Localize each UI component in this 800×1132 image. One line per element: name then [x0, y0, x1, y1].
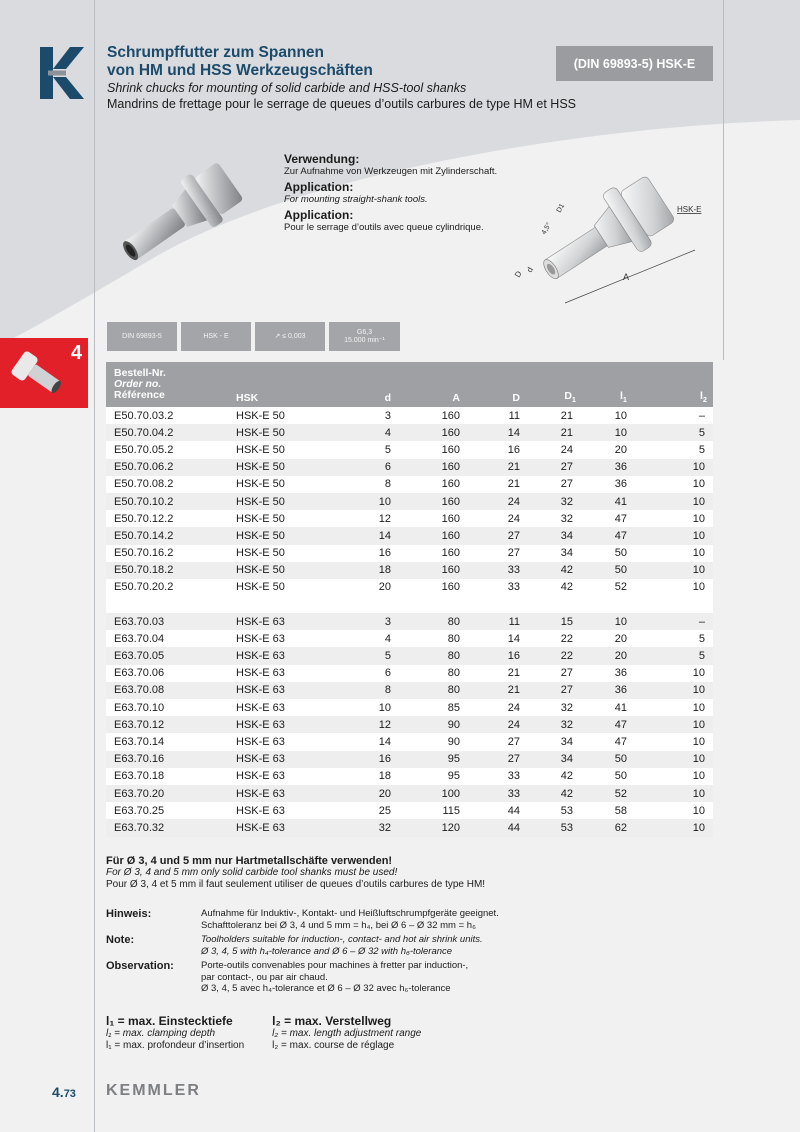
- cell-d1: 42: [560, 770, 573, 783]
- cell-l2: 10: [692, 495, 705, 508]
- legend-l2: l₂ = max. Verstellweg l₂ = max. length adjustment range l₂ = max. course de réglage: [272, 1014, 422, 1051]
- cell-d1: 42: [560, 787, 573, 800]
- header-l1: $l_1$: [619, 389, 627, 404]
- cell-a: 80: [447, 667, 460, 680]
- cell-l1: 62: [614, 821, 627, 834]
- cell-hsk: HSK-E 63: [236, 787, 285, 800]
- cell-l1: 41: [614, 701, 627, 714]
- cell-a: 100: [441, 787, 460, 800]
- header-hsk: HSK: [236, 392, 259, 404]
- header-order-no: Bestell-Nr. Order no. Référence: [114, 367, 166, 401]
- cell-d: 25: [378, 804, 391, 817]
- cell-hsk: HSK-E 63: [236, 735, 285, 748]
- cell-hsk: HSK-E 50: [236, 581, 285, 594]
- table-row: [106, 562, 713, 579]
- header-D1: $D_1$: [564, 389, 576, 404]
- cell-l2: 5: [698, 650, 705, 663]
- cell-d1: 34: [560, 753, 573, 766]
- notes-section: [106, 908, 556, 998]
- cell-a: 80: [447, 615, 460, 628]
- svg-text:HSK-E: HSK-E: [677, 205, 702, 214]
- cell-d: 27: [507, 753, 520, 766]
- cell-a: 160: [441, 529, 460, 542]
- note-en: Note: Toolholders suitable for induction-, contact- and hot air shrink units. Ø 3, 4, 5 with h₄-tolerance and Ø 6 – Ø 32 with h₆-tolerance: [106, 934, 483, 957]
- cell-d1: 53: [560, 821, 573, 834]
- cell-d1: 22: [560, 632, 573, 645]
- cell-l1: 36: [614, 684, 627, 697]
- cell-d1: 34: [560, 529, 573, 542]
- table-row: [106, 579, 713, 596]
- cell-d: 14: [378, 529, 391, 542]
- cell-l1: 20: [614, 650, 627, 663]
- cell-d: 3: [384, 615, 391, 628]
- right-divider: [723, 0, 724, 360]
- header-D: D: [512, 392, 520, 404]
- cell-d: 5: [384, 650, 391, 663]
- cell-l2: 10: [692, 564, 705, 577]
- cell-hsk: HSK-E 63: [236, 684, 285, 697]
- cell-l1: 10: [614, 615, 627, 628]
- cell-hsk: HSK-E 50: [236, 529, 285, 542]
- cell-a: 80: [447, 632, 460, 645]
- cell-d: 12: [378, 718, 391, 731]
- cell-l2: 10: [692, 821, 705, 834]
- cell-order: E50.70.16.2: [114, 547, 174, 560]
- cell-d: 3: [384, 409, 391, 422]
- cell-d: 6: [384, 461, 391, 474]
- cell-l2: 10: [692, 512, 705, 525]
- header-A: A: [452, 392, 460, 404]
- group-separator: [106, 596, 713, 613]
- cell-d: 27: [507, 547, 520, 560]
- cell-a: 160: [441, 461, 460, 474]
- table-row: [106, 785, 713, 802]
- cell-a: 160: [441, 495, 460, 508]
- cell-order: E50.70.03.2: [114, 409, 174, 422]
- table-row: [106, 819, 713, 836]
- cell-order: E63.70.18: [114, 770, 165, 783]
- cell-d: 21: [507, 667, 520, 680]
- cell-a: 160: [441, 547, 460, 560]
- table-row: [106, 665, 713, 682]
- cell-d: 33: [507, 770, 520, 783]
- cell-d: 8: [384, 478, 391, 491]
- cell-l1: 36: [614, 478, 627, 491]
- cell-d: 10: [378, 701, 391, 714]
- cell-d: 33: [507, 564, 520, 577]
- cell-d1: 15: [560, 615, 573, 628]
- cell-d1: 34: [560, 547, 573, 560]
- table-row: [106, 751, 713, 768]
- cell-hsk: HSK-E 63: [236, 770, 285, 783]
- cell-l1: 50: [614, 770, 627, 783]
- cell-d: 16: [507, 443, 520, 456]
- cell-hsk: HSK-E 63: [236, 804, 285, 817]
- cell-d: 24: [507, 718, 520, 731]
- cell-d: 32: [378, 821, 391, 834]
- cell-hsk: HSK-E 50: [236, 426, 285, 439]
- note-fr: Observation: Porte-outils convenables pour machines à fretter par induction-, par contact-, ou par air chaud. Ø 3, 4, 5 avec h₄-tolerance et Ø 6 – Ø 32 avec h₆-tolerance: [106, 960, 469, 994]
- cell-hsk: HSK-E 50: [236, 547, 285, 560]
- cell-l2: 10: [692, 478, 705, 491]
- cell-l2: 10: [692, 701, 705, 714]
- shank-warning: [106, 855, 485, 891]
- shrink-chuck-photo: [100, 150, 270, 280]
- cell-d: 12: [378, 512, 391, 525]
- table-row: [106, 510, 713, 527]
- cell-a: 90: [447, 718, 460, 731]
- cell-l2: 10: [692, 547, 705, 560]
- title-en: Shrink chucks for mounting of solid carbide and HSS-tool shanks: [107, 81, 467, 95]
- spec-boxes: [107, 322, 400, 351]
- cell-d1: 32: [560, 495, 573, 508]
- svg-text:D1: D1: [555, 202, 567, 214]
- cell-l2: 10: [692, 461, 705, 474]
- cell-d1: 27: [560, 461, 573, 474]
- usage-de-heading: Verwendung:: [284, 152, 360, 166]
- cell-l1: 36: [614, 461, 627, 474]
- cell-l1: 10: [614, 426, 627, 439]
- cell-l1: 52: [614, 787, 627, 800]
- cell-l2: 10: [692, 684, 705, 697]
- table-row: [106, 407, 713, 424]
- cell-l2: 5: [698, 426, 705, 439]
- table-row: [106, 699, 713, 716]
- cell-order: E63.70.25: [114, 804, 165, 817]
- usage-fr-heading: Application:: [284, 208, 354, 222]
- svg-text:4,5°: 4,5°: [540, 221, 553, 236]
- cell-hsk: HSK-E 50: [236, 512, 285, 525]
- cell-order: E63.70.04: [114, 632, 165, 645]
- cell-order: E50.70.05.2: [114, 443, 174, 456]
- cell-d1: 21: [560, 426, 573, 439]
- cell-order: E63.70.16: [114, 753, 165, 766]
- cell-a: 85: [447, 701, 460, 714]
- cell-a: 80: [447, 650, 460, 663]
- warning-de: Für Ø 3, 4 und 5 mm nur Hartmetallschäfte verwenden!: [106, 855, 393, 867]
- table-header: [106, 362, 713, 407]
- cell-d: 21: [507, 478, 520, 491]
- cell-d: 20: [378, 581, 391, 594]
- cell-l2: 10: [692, 804, 705, 817]
- cell-d: 11: [508, 409, 520, 422]
- cell-a: 160: [441, 564, 460, 577]
- cell-order: E63.70.32: [114, 821, 165, 834]
- cell-d1: 53: [560, 804, 573, 817]
- table-row: [106, 733, 713, 750]
- cell-d: 16: [378, 547, 391, 560]
- cell-hsk: HSK-E 63: [236, 615, 285, 628]
- page-title: [107, 44, 576, 112]
- table-row: [106, 545, 713, 562]
- cell-d1: 27: [560, 667, 573, 680]
- cell-l1: 41: [614, 495, 627, 508]
- table-row: [106, 682, 713, 699]
- cell-l2: 10: [692, 787, 705, 800]
- cell-hsk: HSK-E 50: [236, 564, 285, 577]
- page-number: 4.73: [52, 1084, 76, 1100]
- cell-d: 6: [384, 667, 391, 680]
- warning-fr: Pour Ø 3, 4 et 5 mm il faut seulement utiliser de queues d’outils carbures de type HM!: [106, 879, 486, 890]
- cell-order: E50.70.12.2: [114, 512, 174, 525]
- cell-hsk: HSK-E 63: [236, 718, 285, 731]
- cell-l2: 10: [692, 581, 705, 594]
- table-row: [106, 716, 713, 733]
- cell-l1: 50: [614, 547, 627, 560]
- cell-d1: 32: [560, 701, 573, 714]
- cell-d: 44: [507, 804, 520, 817]
- usage-fr-text: Pour le serrage d’outils avec queue cylindrique.: [284, 222, 484, 233]
- cell-hsk: HSK-E 63: [236, 821, 285, 834]
- cell-a: 95: [447, 770, 460, 783]
- cell-l2: 5: [698, 443, 705, 456]
- cell-hsk: HSK-E 63: [236, 667, 285, 680]
- chuck-thumbnail-icon: [6, 344, 66, 404]
- table-row: [106, 441, 713, 458]
- cell-l1: 50: [614, 753, 627, 766]
- cell-l1: 50: [614, 564, 627, 577]
- cell-order: E50.70.20.2: [114, 581, 174, 594]
- cell-d: 27: [507, 735, 520, 748]
- table-row: [106, 459, 713, 476]
- cell-a: 80: [447, 684, 460, 697]
- cell-d: 11: [508, 615, 520, 628]
- table-row: [106, 424, 713, 441]
- cell-hsk: HSK-E 63: [236, 701, 285, 714]
- table-body: [106, 407, 713, 837]
- cell-l2: 10: [692, 753, 705, 766]
- cell-d: 33: [507, 581, 520, 594]
- cell-a: 115: [442, 804, 460, 817]
- cell-l1: 47: [614, 529, 627, 542]
- spec-box-hsk: HSK - E: [181, 322, 251, 351]
- cell-a: 160: [441, 426, 460, 439]
- cell-l2: –: [698, 409, 705, 422]
- svg-text:D: D: [512, 269, 524, 279]
- cell-d: 14: [507, 632, 520, 645]
- legend-l1: l₁ = max. Einstecktiefe l₁ = max. clamping depth l₁ = max. profondeur d’insertion: [106, 1014, 245, 1051]
- title-de-line1: Schrumpffutter zum Spannen: [107, 44, 325, 61]
- cell-order: E63.70.06: [114, 667, 165, 680]
- cell-d: 5: [384, 443, 391, 456]
- cell-hsk: HSK-E 50: [236, 478, 285, 491]
- cell-l1: 20: [614, 632, 627, 645]
- cell-a: 160: [441, 409, 460, 422]
- cell-hsk: HSK-E 50: [236, 443, 285, 456]
- din-standard-badge: (DIN 69893-5) HSK-E: [556, 46, 713, 81]
- cell-d1: 27: [560, 684, 573, 697]
- table-row: [106, 493, 713, 510]
- left-divider: [94, 0, 95, 1132]
- title-de-line2: von HM und HSS Werkzeugschäften: [107, 62, 373, 79]
- cell-hsk: HSK-E 50: [236, 409, 285, 422]
- table-row: [106, 802, 713, 819]
- cell-order: E63.70.20: [114, 787, 165, 800]
- header-d: d: [384, 392, 391, 404]
- cell-a: 160: [441, 512, 460, 525]
- cell-a: 95: [447, 753, 460, 766]
- cell-order: E63.70.10: [114, 701, 165, 714]
- cell-d: 16: [378, 753, 391, 766]
- usage-en-heading: Application:: [284, 180, 354, 194]
- cell-l2: 10: [692, 718, 705, 731]
- table-row: [106, 647, 713, 664]
- cell-order: E63.70.03: [114, 615, 165, 628]
- cell-l2: 5: [698, 632, 705, 645]
- cell-order: E63.70.05: [114, 650, 165, 663]
- cell-hsk: HSK-E 63: [236, 753, 285, 766]
- cell-d1: 32: [560, 718, 573, 731]
- title-fr: Mandrins de frettage pour le serrage de queues d’outils carbures de type HM et HSS: [107, 97, 577, 111]
- cell-a: 160: [441, 443, 460, 456]
- usage-de-text: Zur Aufnahme von Werkzeugen mit Zylinderschaft.: [284, 166, 498, 177]
- cell-l2: –: [698, 615, 705, 628]
- table-row: [106, 630, 713, 647]
- cell-d1: 34: [560, 735, 573, 748]
- warning-en: For Ø 3, 4 and 5 mm only solid carbide tool shanks must be used!: [106, 867, 398, 878]
- cell-l1: 52: [614, 581, 627, 594]
- cell-d: 14: [378, 735, 391, 748]
- cell-d: 44: [507, 821, 520, 834]
- cell-d: 4: [384, 632, 391, 645]
- cell-order: E63.70.14: [114, 735, 165, 748]
- cell-a: 120: [441, 821, 460, 834]
- cell-hsk: HSK-E 63: [236, 650, 285, 663]
- cell-d: 10: [378, 495, 391, 508]
- cell-d: 33: [507, 787, 520, 800]
- cell-d: 20: [378, 787, 391, 800]
- cell-hsk: HSK-E 50: [236, 495, 285, 508]
- table-row: [106, 768, 713, 785]
- cell-d: 4: [384, 426, 391, 439]
- kemmler-logo-icon: [40, 47, 84, 99]
- cell-d: 24: [507, 701, 520, 714]
- cell-d: 18: [378, 564, 391, 577]
- cell-l1: 20: [614, 443, 627, 456]
- svg-text:A: A: [623, 272, 630, 282]
- cell-d1: 32: [560, 512, 573, 525]
- cell-d: 24: [507, 495, 520, 508]
- spec-box-runout: ↗ ≤ 0,003: [255, 322, 325, 351]
- cell-l1: 47: [614, 718, 627, 731]
- cell-d: 16: [507, 650, 520, 663]
- cell-d: 14: [507, 426, 520, 439]
- cell-order: E50.70.14.2: [114, 529, 174, 542]
- table-row: [106, 527, 713, 544]
- cell-l1: 58: [614, 804, 627, 817]
- cell-d1: 42: [560, 564, 573, 577]
- usage-en-text: For mounting straight-shank tools.: [284, 194, 428, 205]
- cell-l2: 10: [692, 770, 705, 783]
- cell-l2: 10: [692, 735, 705, 748]
- cell-hsk: HSK-E 63: [236, 632, 285, 645]
- cell-d1: 21: [560, 409, 573, 422]
- cell-d: 8: [384, 684, 391, 697]
- cell-order: E50.70.06.2: [114, 461, 174, 474]
- cell-order: E63.70.08: [114, 684, 165, 697]
- svg-text:d: d: [524, 265, 535, 274]
- cell-l1: 47: [614, 512, 627, 525]
- cell-order: E63.70.12: [114, 718, 165, 731]
- cell-a: 160: [441, 478, 460, 491]
- cell-d1: 24: [560, 443, 573, 456]
- cell-d: 21: [507, 461, 520, 474]
- cell-l2: 10: [692, 667, 705, 680]
- cell-order: E50.70.08.2: [114, 478, 174, 491]
- product-table: [106, 362, 713, 837]
- cell-hsk: HSK-E 50: [236, 461, 285, 474]
- cell-order: E50.70.04.2: [114, 426, 174, 439]
- cell-d: 18: [378, 770, 391, 783]
- cell-d1: 22: [560, 650, 573, 663]
- table-row: [106, 476, 713, 493]
- cell-a: 90: [447, 735, 460, 748]
- cell-d1: 27: [560, 478, 573, 491]
- cell-d: 24: [507, 512, 520, 525]
- note-de: Hinweis: Aufnahme für Induktiv-, Kontakt- und Heißluftschrumpfgeräte geeignet. Schafttoleranz bei Ø 3, 4 und 5 mm = h₄, bei Ø 6 – Ø 32 mm = h₆: [106, 908, 499, 931]
- brand-name: KEMMLER: [106, 1082, 201, 1099]
- spec-box-din: DIN 69893-5: [107, 322, 177, 351]
- chapter-tab[interactable]: [0, 338, 88, 408]
- cell-d: 21: [507, 684, 520, 697]
- header-l2: $l_2$: [699, 389, 707, 404]
- cell-l2: 10: [692, 529, 705, 542]
- cell-l1: 10: [614, 409, 627, 422]
- cell-l1: 47: [614, 735, 627, 748]
- usage-description: [284, 152, 514, 236]
- cell-a: 160: [441, 581, 460, 594]
- spec-box-balance: G6,3 15.000 min⁻¹: [329, 322, 400, 351]
- cell-d1: 42: [560, 581, 573, 594]
- cell-d: 27: [507, 529, 520, 542]
- cell-l1: 36: [614, 667, 627, 680]
- technical-drawing: [505, 145, 720, 315]
- dimension-legend: [106, 1014, 421, 1051]
- chapter-number: 4: [70, 342, 82, 364]
- cell-order: E50.70.10.2: [114, 495, 174, 508]
- cell-order: E50.70.18.2: [114, 564, 174, 577]
- table-row: [106, 613, 713, 630]
